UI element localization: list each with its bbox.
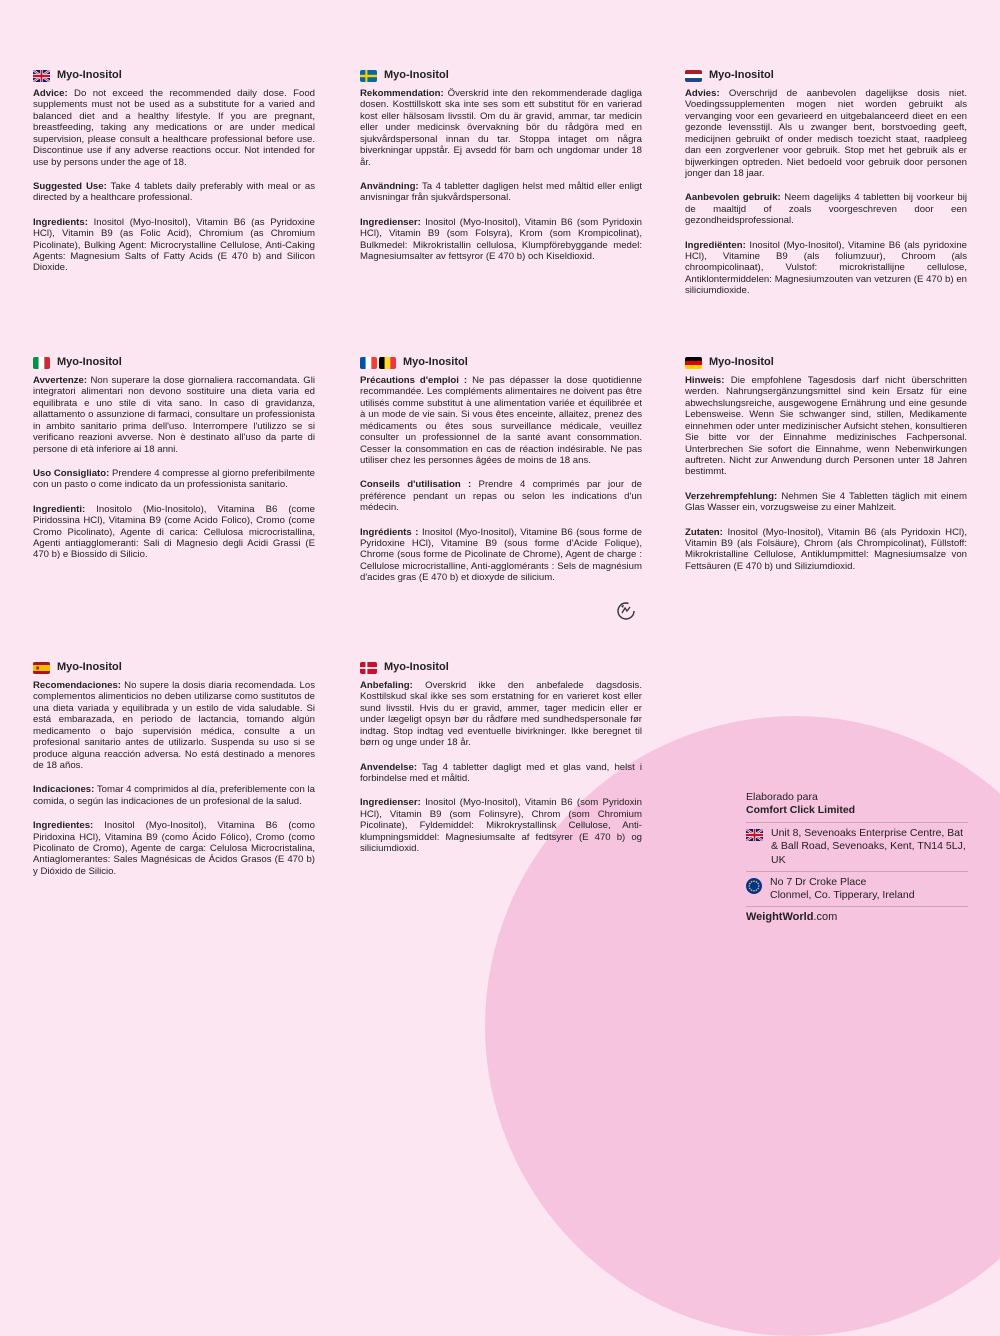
ie-address-line1: No 7 Dr Croke Place	[770, 875, 867, 888]
company-info	[746, 791, 968, 925]
panel-header	[33, 69, 315, 82]
ingredients-section: Ingredientes: Inositol (Myo-Inositol), Vitamina B6 (como Piridoxina HCl), Vitamina B9 (como Ácido Fólico), Cromo (como Picolinato de Cromo), Agente de carga: Celulosa Microcristalina, Antiaglomerantes: Sales Magnésicas de Ácidos Grasos (E 470 b) y Dióxido de Silicio.	[33, 820, 315, 877]
panel-it	[33, 356, 315, 574]
website-link[interactable]: WeightWorld.com	[746, 906, 968, 925]
ie-address-line2: Clonmel, Co. Tipperary, Ireland	[770, 888, 915, 901]
advice-section: Rekommendation: Överskrid inte den rekommenderade dagliga dosen. Kosttillskott ska inte ses som ett substitut för en varierad kost eller hälsosam livsstil. Om du är gravid, ammar, tar medicin eller under medicinsk övervakning bör du rådgöra med en sjukvårdspersonal innan du tar. Stoppa intaget om några biverkningar uppstår. Ej avsedd för barn och ungdomar under 18 år.	[360, 88, 642, 168]
product-title: Myo-Inositol	[384, 69, 449, 81]
panel-header	[33, 661, 315, 674]
product-title: Myo-Inositol	[709, 69, 774, 81]
use-section: Användning: Ta 4 tabletter dagligen helst med måltid eller enligt anvisningar från sjukvårdspersonal.	[360, 180, 642, 204]
product-title: Myo-Inositol	[57, 69, 122, 81]
flag-it-icon	[33, 357, 50, 369]
advice-section: Anbefaling: Overskrid ikke den anbefalede dagsdosis. Kosttilskud skal ikke ses som erstatning for en varieret kost eller sund livsstil. Hvis du er gravid, ammer, tager medicin eller er under lægeligt opsyn bør du rådføre med sundhedspersonale før indtag. Stop indtag ved eventuelle bivirkninger. Ikke beregnet til børn og unge under 18 år.	[360, 680, 642, 749]
product-title: Myo-Inositol	[57, 356, 122, 368]
ingredients-section: Ingrédients : Inositol (Myo-Inositol), Vitamine B6 (sous forme de Pyridoxine HCl), Vitamine B9 (sous forme d'Acide Folique), Chrome (sous forme de Picolinate de Chrome), Agent de charge : Cellulose microcristalline, Anti-agglomérants : Sels de magnésium d'acides gras (E 470 b) et dioxyde de silicium.	[360, 526, 642, 584]
product-title: Myo-Inositol	[384, 661, 449, 673]
product-title: Myo-Inositol	[57, 661, 122, 673]
panel-nl	[685, 69, 967, 310]
ingredients-section: Zutaten: Inositol (Myo-Inositol), Vitamin B6 (als Pyridoxin HCl), Vitamin B9 (als Folsäure), Chrom (als Chrompicolinat), Füllstoff: Mikrokristalline Cellulose, Antiklumpmittel: Magnesiumsalze von Fettsäuren (E 470 b) und Siliziumdioxid.	[685, 526, 967, 572]
use-section: Uso Consigliato: Prendere 4 compresse al giorno preferibilmente con un pasto o come indicato da un professionista sanitario.	[33, 467, 316, 491]
panel-header	[685, 69, 967, 82]
made-for-label: Elaborado para	[746, 791, 818, 803]
use-section: Conseils d'utilisation : Prendre 4 comprimés par jour de préférence pendant un repas ou selon les indications d'un médecin.	[360, 479, 642, 514]
flag-uk-icon	[33, 70, 50, 82]
panel-de	[685, 356, 967, 585]
product-title: Myo-Inositol	[403, 356, 468, 368]
uk-address: Unit 8, Sevenoaks Enterprise Centre, Bat & Ball Road, Sevenoaks, Kent, TN14 5LJ, UK	[771, 827, 966, 866]
ie-address-row	[746, 871, 968, 906]
advice-section: Advies: Overschrijd de aanbevolen dagelijkse dosis niet. Voedingssupplementen mogen niet worden gebruikt als vervanging voor een gevarieerd en uitgebalanceerd dieet en een gezonde levensstijl. Als u zwanger bent, borstvoeding geeft, medicijnen gebruikt of onder medisch toezicht staat, raadpleeg dan een zorgverlener voor gebruik. Stop met het gebruik als er bijwerkingen optreden. Niet bedoeld voor gebruik door personen jonger dan 18 jaar.	[685, 88, 967, 179]
panel-fr	[360, 356, 642, 597]
use-section: Verzehrempfehlung: Nehmen Sie 4 Tabletten täglich mit einem Glas Wasser ein, vorzugsweise zu einer Mahlzeit.	[685, 490, 967, 514]
flag-de-icon	[685, 357, 702, 369]
use-section: Indicaciones: Tomar 4 comprimidos al día, preferiblemente con la comida, o según las indicaciones de un profesional de la salud.	[33, 784, 315, 807]
use-section: Aanbevolen gebruik: Neem dagelijks 4 tabletten bij voorkeur bij de maaltijd of zoals voorgeschreven door een gezondheidsprofessional.	[685, 192, 967, 227]
advice-section: Hinweis: Die empfohlene Tagesdosis darf nicht überschritten werden. Nahrungsergänzungsmittel sind kein Ersatz für eine abwechslungsreiche, ausgewogene Ernährung und eine gesunde Lebensweise. Wenn Sie schwanger sind, stillen, Medikamente einnehmen oder unter medizinischer Aufsicht stehen, konsultieren Sie bitte vor der Einnahme medizinisches Fachpersonal. Unterbrechen Sie sofort die Einnahme, wenn Nebenwirkungen auftreten. Nicht zur Anwendung durch Personen unter 18 Jahren bestimmt.	[685, 375, 967, 478]
panel-header	[360, 661, 642, 674]
advice-section: Advice: Do not exceed the recommended daily dose. Food supplements must not be used as a substitute for a varied and balanced diet and a healthy lifestyle. If you are pregnant, breastfeeding, taking any medications or are under medical supervision, please consult a healthcare professional before use. Discontinue use if any adverse reactions occur. Not intended for use by persons under the age of 18.	[33, 88, 315, 168]
flag-uk-icon	[746, 829, 763, 841]
panel-header	[33, 356, 315, 369]
panel-en	[33, 69, 315, 287]
panel-header	[360, 356, 642, 369]
flag-se-icon	[360, 70, 377, 82]
ingredients-section: Ingrediënten: Inositol (Myo-Inositol), Vitamine B6 (als pyridoxine HCl), Vitamine B9 (als foliumzuur), Chroom (als chroompicolinaat), Vulstof: microkristallijne cellulose, Antiklontermiddelen: Magnesiumzouten van vetzuren (E 470 b) en siliciumdioxide.	[685, 239, 967, 297]
ingredients-section: Ingredients: Inositol (Myo-Inositol), Vitamin B6 (as Pyridoxine HCl), Vitamin B9 (as Folic Acid), Chromium (as Chromium Picolinate), Bulking Agent: Microcrystalline Cellulose, Anti-Caking Agents: Magnesium Salts of Fatty Acids (E 470 b) and Silicon Dioxide.	[33, 216, 315, 274]
panel-header	[360, 69, 642, 82]
advice-section: Précautions d'emploi : Ne pas dépasser la dose quotidienne recommandée. Les compléments alimentaires ne doivent pas être utilisés comme substitut à une alimentation variée et équilibrée et à un mode de vie sain. Si vous êtes enceinte, allaitez, prenez des médicaments ou êtes sous surveillance médicale, veuillez consulter un professionnel de la santé avant consommation. Cesser la consommation en cas de réaction indésirable. Ne pas utiliser chez les personnes âgées de moins de 18 ans.	[360, 375, 642, 466]
ingredients-section: Ingredienser: Inositol (Myo-Inositol), Vitamin B6 (som Pyridoxin HCl), Vitamin B9 (som Folsyra), Krom (som Krompicolinat), Bulkmedel: Mikrokristallin cellulosa, Klumpförebyggande medel: Magnesiumsalter av fettsyror (E 470 b) och Kiseldioxid.	[360, 216, 642, 262]
flag-eu-icon	[746, 878, 762, 894]
product-title: Myo-Inositol	[709, 356, 774, 368]
flag-be-icon	[379, 357, 396, 369]
flag-es-icon	[33, 662, 50, 674]
company-name: Comfort Click Limited	[746, 804, 856, 817]
ingredients-section: Ingredienti: Inositolo (Mio-Inositolo), Vitamina B6 (come Piridossina HCl), Vitamina B9 (come Acido Folico), Cromo (come Cromo Picolinato), Agente di carica: Cellulosa microcristallina, Agenti antiagglomeranti: Sali di Magnesio degli Acidi Grassi (E 470 b) e Biossido di Silicio.	[33, 503, 315, 561]
use-section: Suggested Use: Take 4 tablets daily preferably with meal or as directed by a healthcare professional.	[33, 180, 315, 204]
panel-header	[685, 356, 967, 369]
triman-recycle-icon	[616, 601, 636, 621]
ingredients-section: Ingredienser: Inositol (Myo-Inositol), Vitamin B6 (som Pyridoxin HCl), Vitamin B9 (som Folinsyre), Chrom (som Chromium Picolinate), Fyldemiddel: Mikrokrystallinsk Cellulose, Anti-klumpningsmiddel: Magnesiumsalte af fedtsyrer (E 470 b) og siliciumdioxid.	[360, 797, 642, 854]
flag-dk-icon	[360, 662, 377, 674]
panel-es	[33, 661, 315, 890]
advice-section: Avvertenze: Non superare la dose giornaliera raccomandata. Gli integratori alimentari non devono sostituire una dieta varia ed equilibrata e uno stile di vita sano. In caso di gravidanza, allattamento o assunzione di farmaci, consultare un professionista in ambito sanitario prima dell'uso. Interrompere l'utilizzo se si verificano reazioni avverse. Non è destinato all'uso da parte di persone di età inferiore ai 18 anni.	[33, 375, 315, 455]
flag-nl-icon	[685, 70, 702, 82]
flag-fr-icon	[360, 357, 377, 369]
panel-sv	[360, 69, 642, 275]
panel-da	[360, 661, 642, 867]
use-section: Anvendelse: Tag 4 tabletter dagligt med et glas vand, helst i forbindelse med et måltid.	[360, 761, 642, 784]
uk-address-row	[746, 822, 968, 870]
advice-section: Recomendaciones: No supere la dosis diaria recomendada. Los complementos alimenticios no deben utilizarse como sustitutos de una dieta variada y equilibrada y un estilo de vida saludable. Si está embarazada, en periodo de lactancia, tomando algún medicamento o bajo supervisión médica, consulte a un profesional sanitario antes de utilizarlo. Suspenda su uso si se produce alguna reacción adversa. No está destinado a menores de 18 años.	[33, 680, 315, 771]
